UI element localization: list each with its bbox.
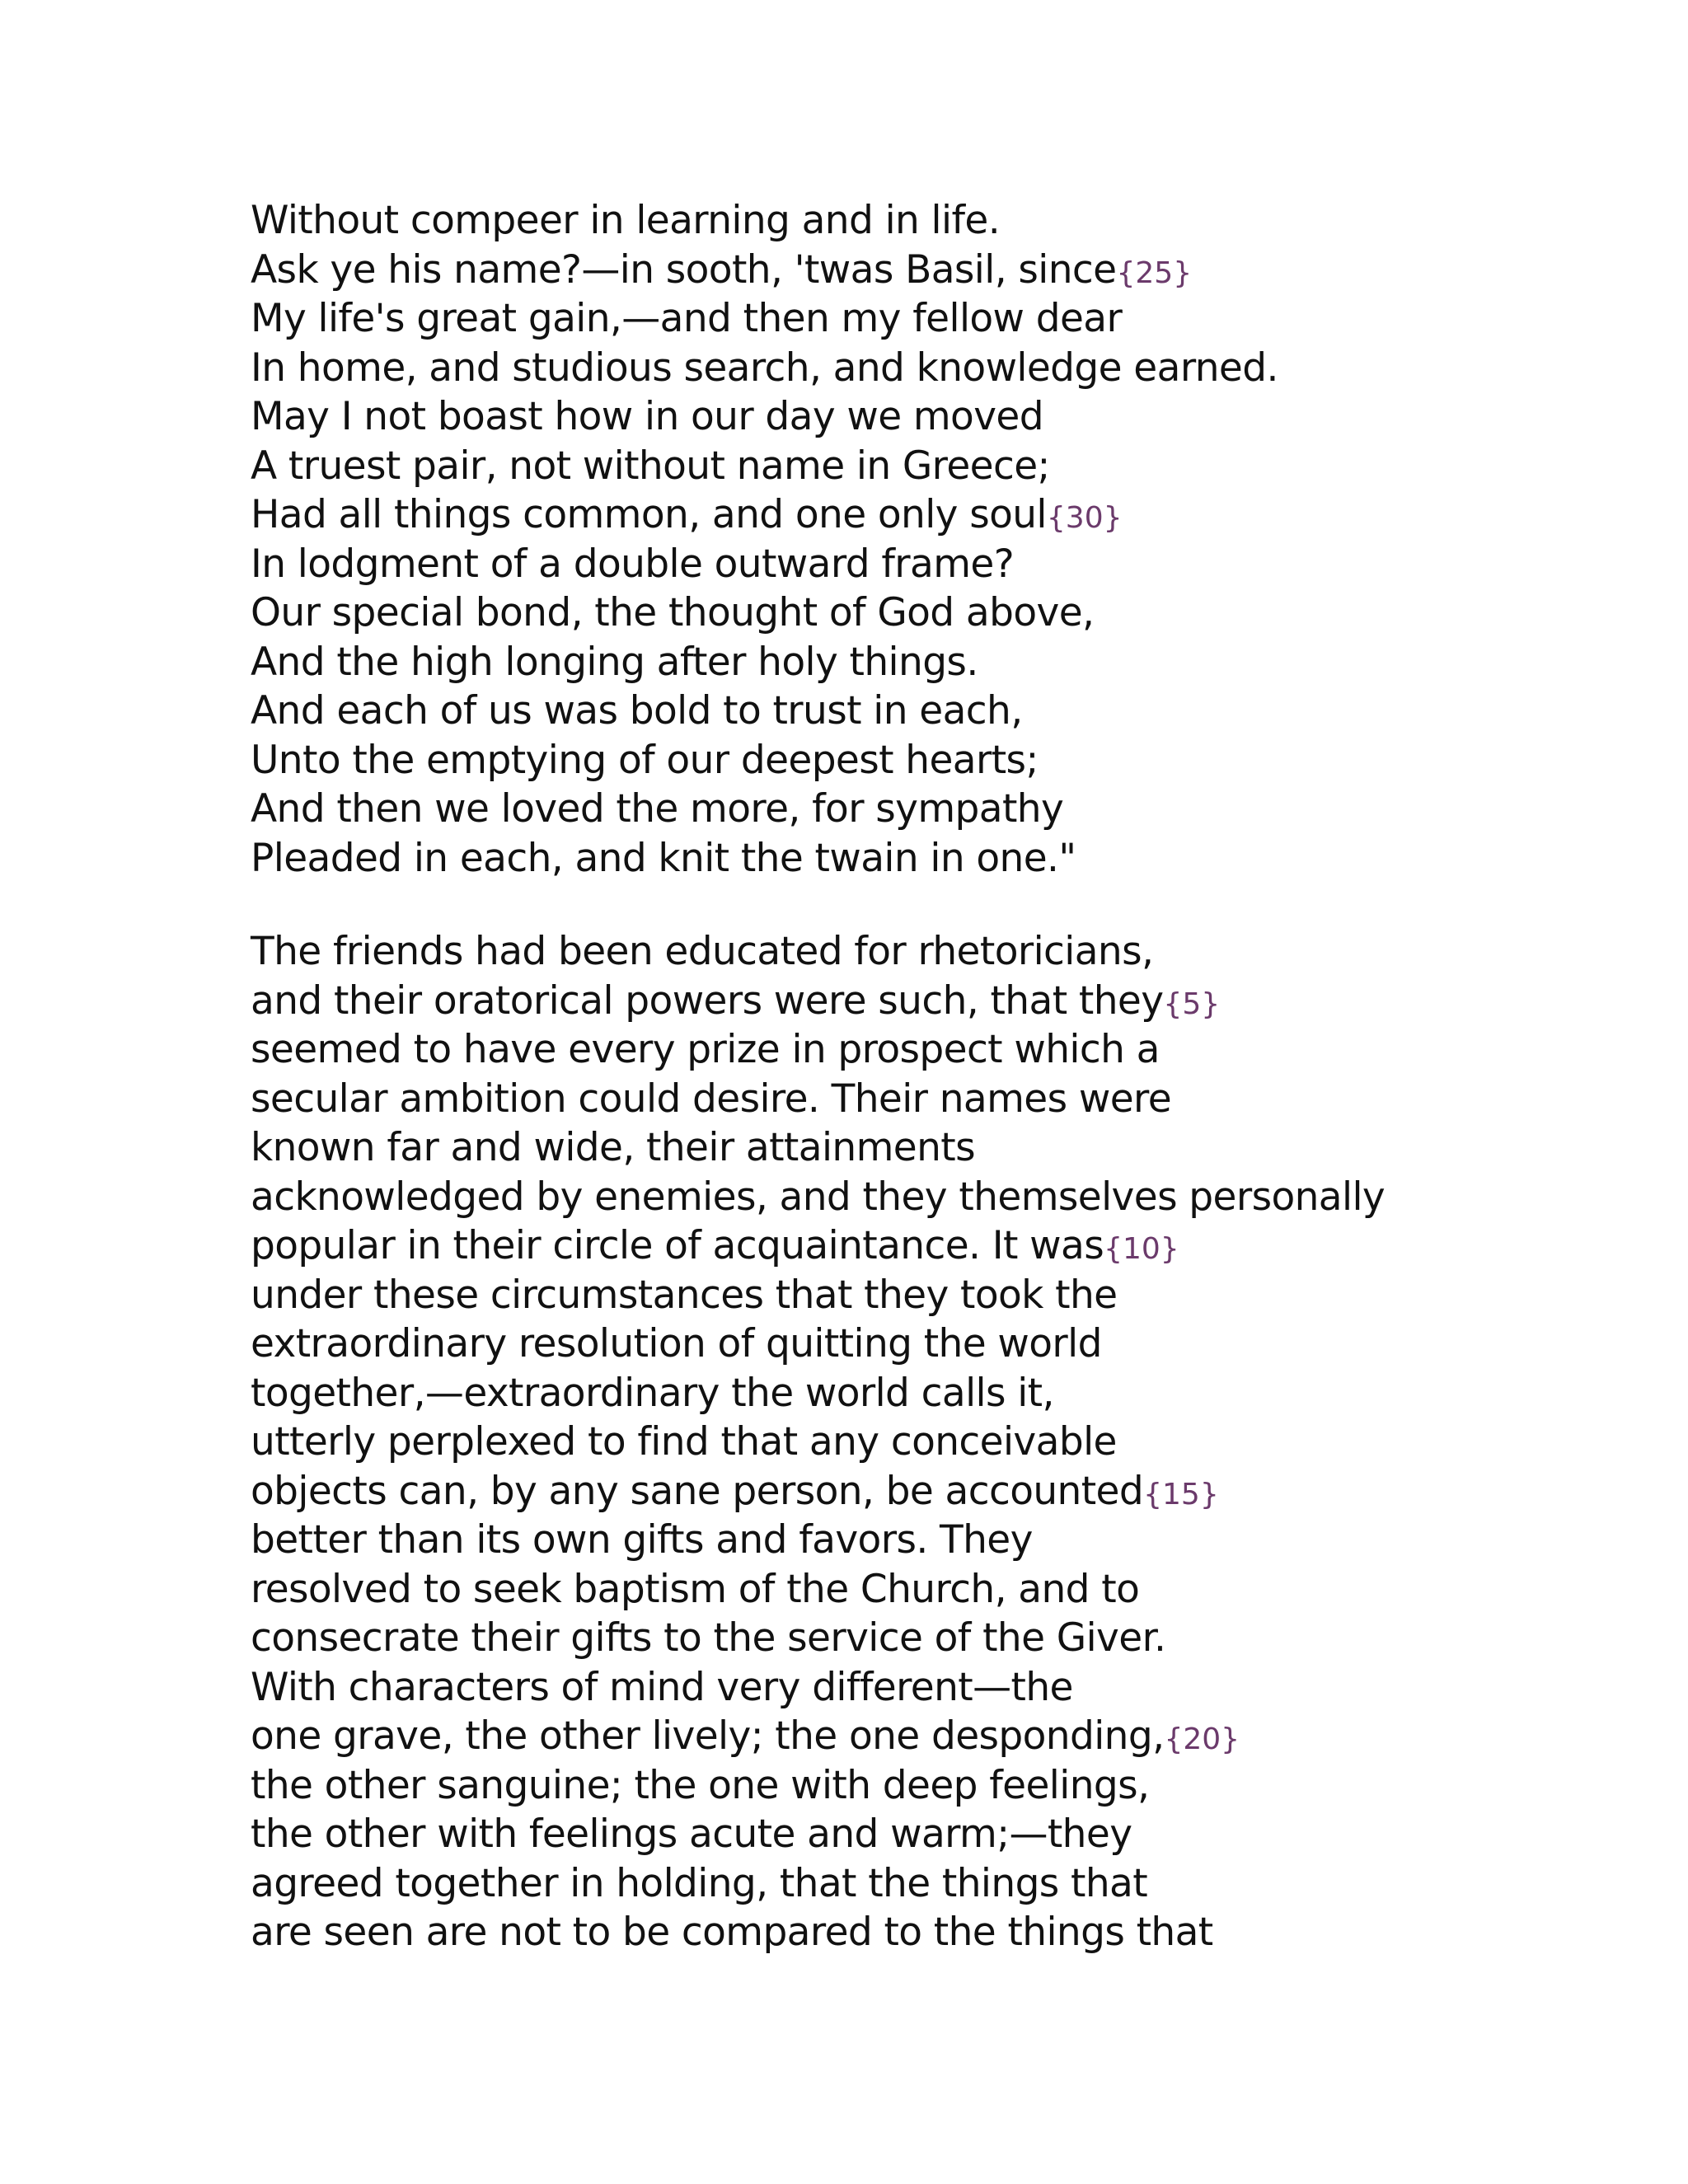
line-text: Had all things common, and one only soul <box>251 492 1047 537</box>
prose-line <box>251 1369 1652 1418</box>
prose-line <box>251 1663 1652 1713</box>
line-text: under these circumstances that they took the <box>251 1272 1118 1318</box>
prose-line <box>251 1319 1652 1369</box>
line-text: May I not boast how in our day we moved <box>251 394 1043 439</box>
line-text: consecrate their gifts to the service of the Giver. <box>251 1615 1166 1661</box>
line-text: secular ambition could desire. Their names were <box>251 1076 1172 1122</box>
line-text: are seen are not to be compared to the things that <box>251 1910 1213 1955</box>
line-text: Our special bond, the thought of God above, <box>251 590 1095 635</box>
verse-line <box>251 490 1652 540</box>
prose-line <box>251 1859 1652 1909</box>
line-number: {25} <box>1116 255 1193 290</box>
line-text: resolved to seek baptism of the Church, and to <box>251 1566 1140 1612</box>
line-text: And then we loved the more, for sympathy <box>251 786 1064 832</box>
line-number: {30} <box>1046 501 1123 535</box>
verse-line <box>251 344 1652 393</box>
line-text: agreed together in holding, that the things that <box>251 1860 1148 1906</box>
prose-line <box>251 1173 1652 1222</box>
verse-line <box>251 294 1652 344</box>
line-text: extraordinary resolution of quitting the world <box>251 1321 1102 1366</box>
line-text: the other sanguine; the one with deep feelings, <box>251 1762 1150 1808</box>
verse-line <box>251 785 1652 834</box>
line-text: In home, and studious search, and knowledge earned. <box>251 344 1278 391</box>
verse-line <box>251 196 1652 246</box>
prose-line <box>251 1761 1652 1811</box>
verse-quotation <box>251 196 1652 883</box>
prose-line <box>251 927 1652 977</box>
line-number: {15} <box>1143 1477 1219 1511</box>
prose-line <box>251 1712 1652 1761</box>
line-text: In lodgment of a double outward frame? <box>251 541 1015 587</box>
prose-line <box>251 1516 1652 1565</box>
prose-line <box>251 1123 1652 1173</box>
prose-line <box>251 1418 1652 1467</box>
verse-line <box>251 588 1652 638</box>
line-number: {20} <box>1164 1722 1240 1756</box>
line-text: objects can, by any sane person, be accounted <box>251 1468 1144 1514</box>
line-text: together,—extraordinary the world calls it, <box>251 1370 1054 1416</box>
prose-line <box>251 1810 1652 1859</box>
line-number: {10} <box>1104 1232 1179 1266</box>
prose-line <box>251 1467 1652 1516</box>
line-text: better than its own gifts and favors. They <box>251 1517 1033 1563</box>
verse-line <box>251 246 1652 295</box>
line-text: the other with feelings acute and warm;—they <box>251 1811 1132 1857</box>
verse-line <box>251 540 1652 589</box>
line-text: known far and wide, their attainments <box>251 1125 975 1170</box>
line-text: With characters of mind very different—the <box>251 1664 1073 1710</box>
verse-line <box>251 736 1652 785</box>
verse-line <box>251 834 1652 883</box>
line-text: Pleaded in each, and knit the twain in one." <box>251 835 1076 881</box>
verse-line <box>251 392 1652 442</box>
line-text: and their oratorical powers were such, that they <box>251 977 1164 1024</box>
prose-line <box>251 1075 1652 1124</box>
prose-paragraph <box>251 927 1652 1957</box>
verse-line <box>251 442 1652 491</box>
prose-line <box>251 1565 1652 1615</box>
line-text: The friends had been educated for rhetoricians, <box>251 929 1154 974</box>
line-text: acknowledged by enemies, and they themselves personally <box>251 1174 1386 1220</box>
line-number: {5} <box>1163 987 1221 1021</box>
line-text: one grave, the other lively; the one desponding, <box>251 1713 1165 1759</box>
line-text: And the high longing after holy things. <box>251 639 978 685</box>
line-text: And each of us was bold to trust in each, <box>251 688 1023 733</box>
verse-line <box>251 638 1652 687</box>
verse-line <box>251 687 1652 736</box>
line-text: popular in their circle of acquaintance. It was <box>251 1223 1104 1268</box>
prose-line <box>251 1221 1652 1271</box>
prose-line <box>251 1025 1652 1075</box>
prose-line <box>251 1614 1652 1663</box>
prose-line <box>251 1908 1652 1957</box>
line-text: seemed to have every prize in prospect which a <box>251 1027 1160 1072</box>
line-text: Without compeer in learning and in life. <box>251 198 1001 243</box>
line-text: Ask ye his name?—in sooth, 'twas Basil, since <box>251 246 1117 293</box>
prose-line <box>251 1271 1652 1320</box>
line-text: My life's great gain,—and then my fellow dear <box>251 296 1123 341</box>
line-text: Unto the emptying of our deepest hearts; <box>251 737 1039 783</box>
line-text: utterly perplexed to find that any conceivable <box>251 1419 1117 1465</box>
prose-line <box>251 977 1652 1026</box>
line-text: A truest pair, not without name in Greece; <box>251 443 1050 489</box>
